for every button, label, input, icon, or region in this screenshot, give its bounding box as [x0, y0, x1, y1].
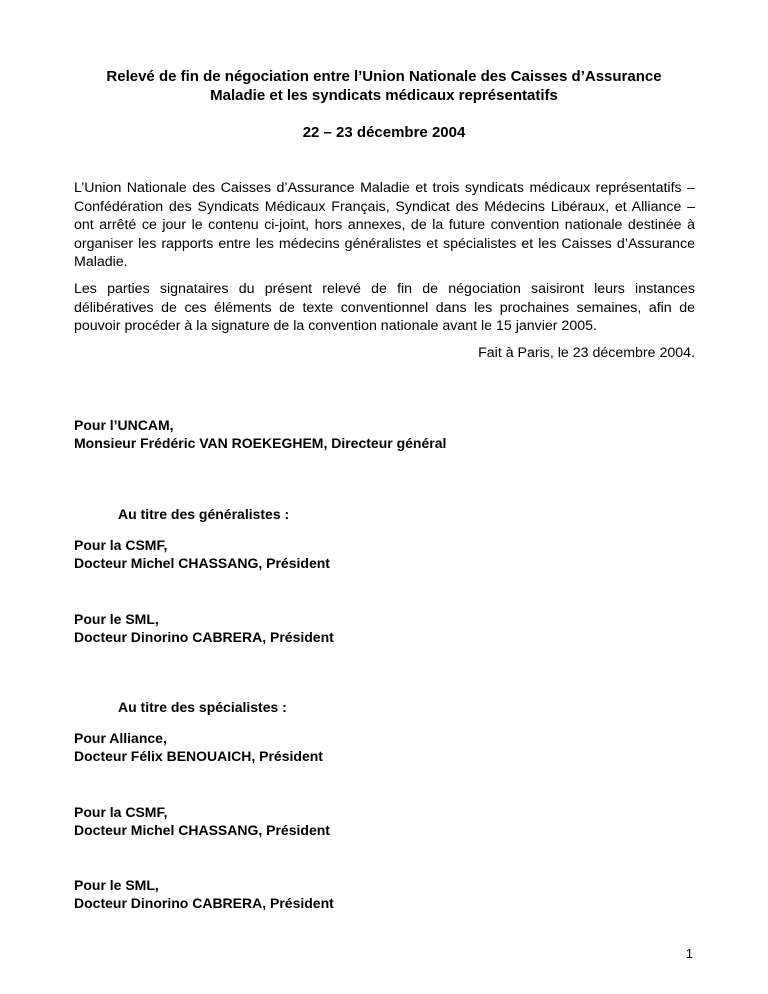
signature-block-gen-sml [74, 610, 334, 646]
signature-block-spec-csmf [74, 803, 330, 839]
signature-org: Pour l’UNCAM, [74, 417, 174, 433]
document-date: 22 – 23 décembre 2004 [302, 124, 466, 141]
signature-name: Docteur Michel CHASSANG, Président [74, 822, 330, 838]
signature-block-gen-csmf [74, 536, 330, 572]
title-line-1: Relevé de fin de négociation entre l’Union Nationale des Caisses d’Assurance [106, 68, 662, 85]
signature-org: Pour la CSMF, [74, 804, 168, 820]
signature-org: Pour la CSMF, [74, 537, 168, 553]
signature-name: Monsieur Frédéric VAN ROEKEGHEM, Directeur général [74, 435, 447, 451]
paragraph-intro: L’Union Nationale des Caisses d’Assurance Maladie et trois syndicats médicaux représentatifs – Confédération des Syndicats Médicaux Français, Syndicat des Médecins Libéraux, et Alliance – ont arrêté ce jour le contenu ci-joint, hors annexes, de la future convention nationale destinée à organiser les rapports entre les médecins généralistes et spécialistes et les Caisses d’Assurance Maladie. [74, 180, 695, 270]
document-title [60, 67, 708, 105]
signature-org: Pour le SML, [74, 611, 159, 627]
signature-block-spec-sml [74, 876, 334, 912]
signature-name: Docteur Michel CHASSANG, Président [74, 555, 330, 571]
signed-place-date: Fait à Paris, le 23 décembre 2004. [478, 345, 695, 361]
signature-name: Docteur Dinorino CABRERA, Président [74, 895, 334, 911]
page-number: 1 [685, 946, 693, 961]
signature-org: Pour le SML, [74, 877, 159, 893]
paragraph-signatories: Les parties signataires du présent relevé de fin de négociation saisiront leurs instances délibératives de ces éléments de texte conventionnel dans les prochaines semaines, afin de pouvoir procéder à la signature de la convention nationale avant le 15 janvier 2005. [74, 281, 695, 334]
signature-name: Docteur Félix BENOUAICH, Président [74, 748, 323, 764]
title-line-2: Maladie et les syndicats médicaux représentatifs [210, 87, 558, 104]
signature-org: Pour Alliance, [74, 730, 167, 746]
signature-block-spec-alliance [74, 729, 323, 765]
signature-name: Docteur Dinorino CABRERA, Président [74, 629, 334, 645]
section-heading-specialistes: Au titre des spécialistes : [118, 699, 287, 715]
section-heading-generalistes: Au titre des généralistes : [118, 506, 290, 522]
signature-block-uncam [74, 416, 446, 452]
